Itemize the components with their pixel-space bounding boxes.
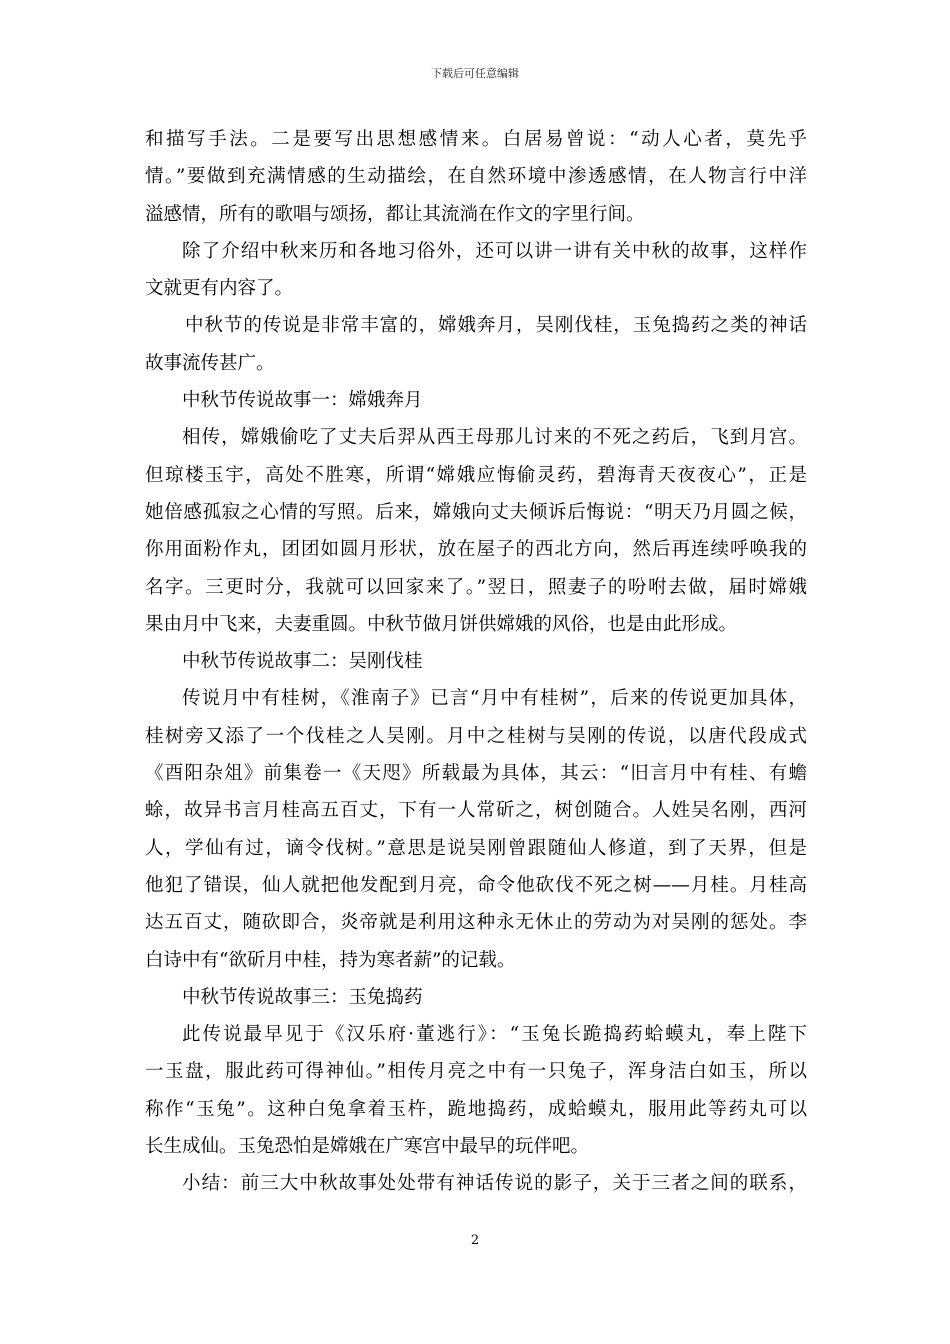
text-line: 故事流传甚广。 — [145, 352, 275, 374]
text-line: 果由月中飞来，夫妻重圆。中秋节做月饼供嫦娥的风俗，也是由此形成。 — [145, 613, 738, 635]
text-line: 一玉盘，服此药可得神仙。”相传月亮之中有一只兔子，浑身洁白如玉，所以 — [145, 1061, 807, 1083]
text-line: 此传说最早见于《汉乐府·董逃行》：“玉兔长跪捣药蛤蟆丸，奉上陛下 — [182, 1024, 807, 1046]
section-heading: 中秋节传说故事一：嫦娥奔月 — [182, 390, 423, 412]
text-line: 称作“玉兔”。这种白兔拿着玉杵，跪地捣药，成蛤蟆丸，服用此等药丸可以 — [145, 1098, 807, 1120]
page-header: 下载后可任意编辑 — [431, 67, 519, 80]
text-line: 名字。三更时分，我就可以回家来了。”翌日，照妻子的吩咐去做，届时嫦娥 — [145, 576, 807, 598]
text-line: 你用面粉作丸，团团如圆月形状，放在屋子的西北方向，然后再连续呼唤我的 — [145, 539, 807, 561]
body-text — [145, 121, 807, 1203]
text-line: 她倍感孤寂之心情的写照。后来，嫦娥向丈夫倾诉后悔说：“明天乃月圆之候， — [145, 501, 807, 523]
text-line: 小结：前三大中秋故事处处带有神话传说的影子，关于三者之间的联系， — [182, 1173, 807, 1195]
text-line: 白诗中有“欲斫月中桂，持为寒者薪”的记载。 — [145, 949, 516, 971]
text-line: 和描写手法。二是要写出思想感情来。白居易曾说：“动人心者，莫先乎 — [145, 129, 807, 150]
text-line: 除了介绍中秋来历和各地习俗外，还可以讲一讲有关中秋的故事，这样作 — [182, 240, 807, 262]
text-line: 《酉阳杂俎》前集卷一《天咫》所载最为具体，其云：“旧言月中有桂、有蟾 — [145, 763, 807, 785]
section-heading: 中秋节传说故事二：吴刚伐桂 — [182, 651, 423, 673]
text-line: 相传，嫦娥偷吃了丈夫后羿从西王母那儿讨来的不死之药后，飞到月宫。 — [182, 427, 807, 449]
text-line: 人，学仙有过，谪令伐树。”意思是说吴刚曾跟随仙人修道，到了天界，但是 — [145, 837, 807, 859]
text-line: 桂树旁又添了一个伐桂之人吴刚。月中之桂树与吴刚的传说，以唐代段成式 — [145, 725, 807, 747]
text-line: 长生成仙。玉兔恐怕是嫦娥在广寒宫中最早的玩伴吧。 — [145, 1136, 590, 1158]
page-number: 2 — [470, 1233, 480, 1248]
text-line: 他犯了错误，仙人就把他发配到月亮，命令他砍伐不死之树——月桂。月桂高 — [145, 874, 807, 896]
text-line: 溢感情，所有的歌唱与颂扬，都让其流淌在作文的字里行间。 — [145, 203, 645, 225]
text-line: 蜍，故异书言月桂高五百丈，下有一人常斫之，树创随合。人姓吴名刚，西河 — [145, 800, 807, 822]
text-line: 情。”要做到充满情感的生动描绘，在自然环境中渗透感情，在人物言行中洋 — [145, 166, 807, 188]
text-line: 达五百丈，随砍即合，炎帝就是利用这种永无休止的劳动为对吴刚的惩处。李 — [145, 912, 807, 934]
text-line: 中秋节的传说是非常丰富的，嫦娥奔月，吴刚伐桂，玉兔捣药之类的神话 — [185, 315, 807, 337]
text-line: 文就更有内容了。 — [145, 278, 294, 300]
section-heading: 中秋节传说故事三：玉兔捣药 — [182, 986, 423, 1008]
text-line: 传说月中有桂树，《淮南子》已言“月中有桂树”，后来的传说更加具体， — [182, 688, 807, 710]
text-line: 但琼楼玉宇，高处不胜寒，所谓“嫦娥应悔偷灵药，碧海青天夜夜心”，正是 — [145, 464, 807, 486]
